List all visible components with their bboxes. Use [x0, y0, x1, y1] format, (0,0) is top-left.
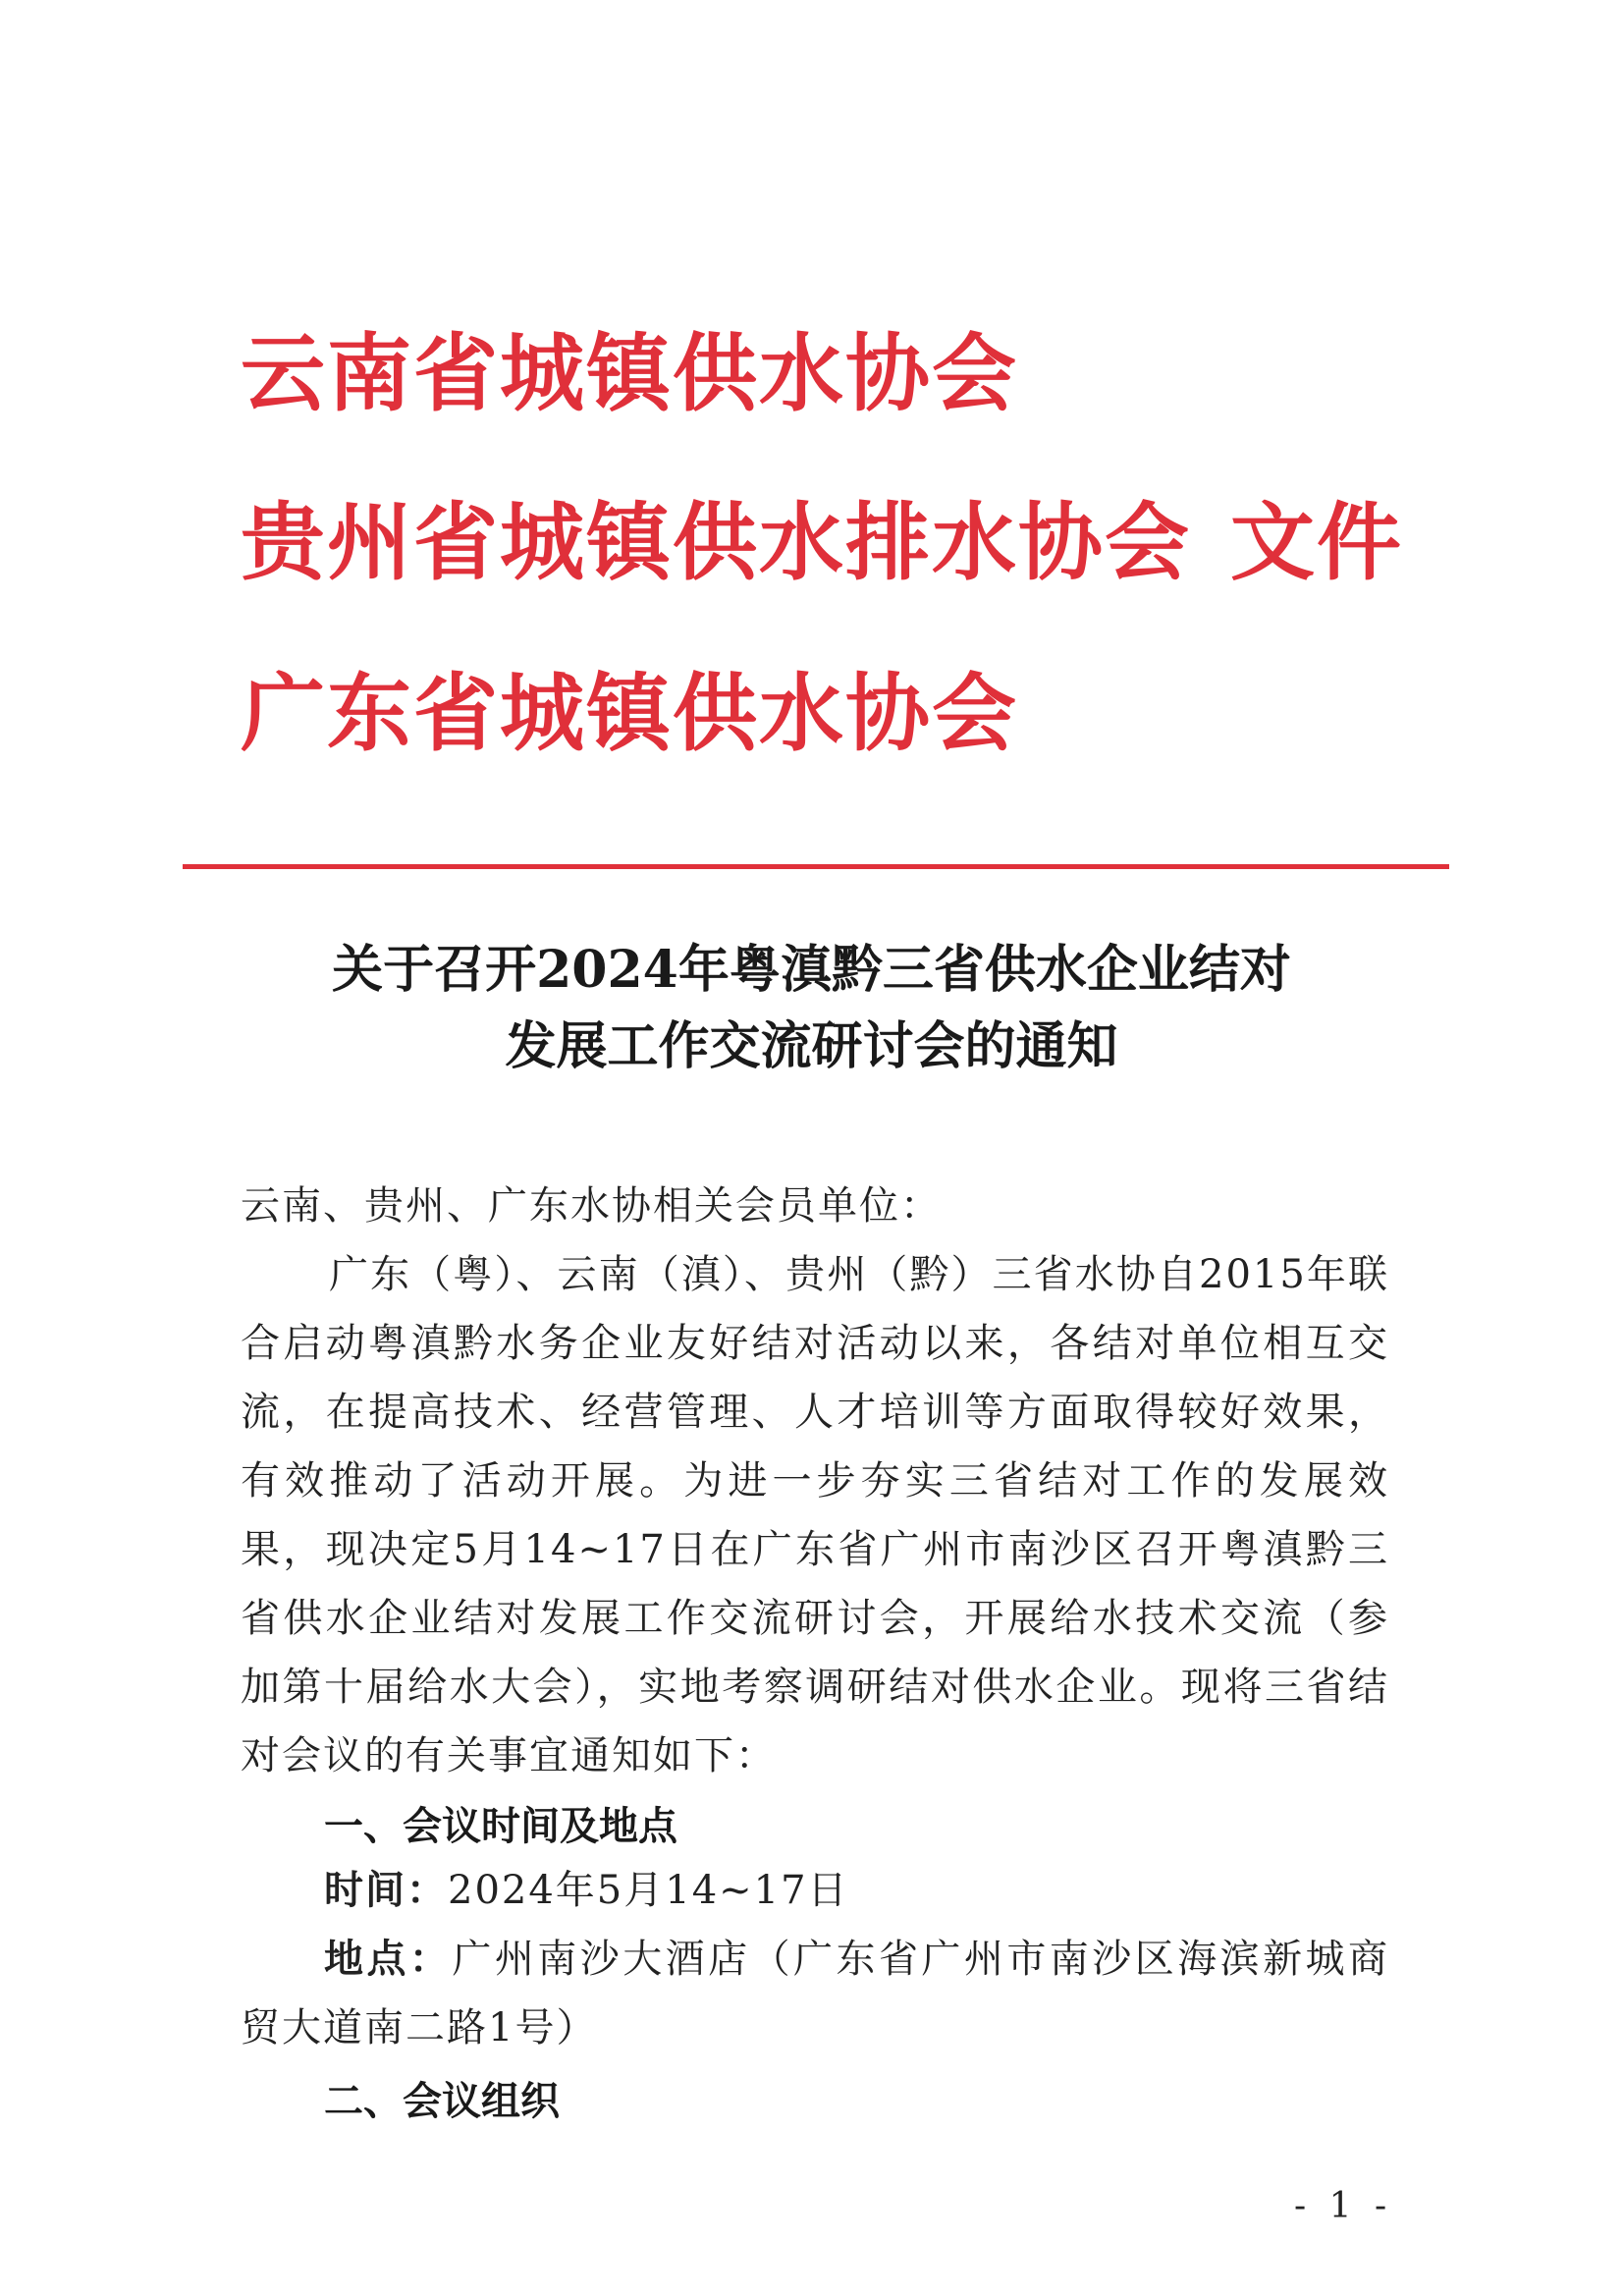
location-label: 地点： [324, 1937, 453, 1982]
section-heading-2: 二、会议组织 [324, 2079, 560, 2124]
body-paragraph: 广东（粤）、云南（滇）、贵州（黔）三省水协自2015年联合启动粤滇黔水务企业友好结对活动以来，各结对单位相互交流，在提高技术、经营管理、人才培训等方面取得较好效果，有效推动了活动开展。为进一步夯实三省结对工作的发展效果，现决定5月14~17日在广东省广州市南沙区召开粤滇黔三省供水企业结对发展工作交流研讨会，开展给水技术交流（参加第十届给水大会），实地考察调研结对供水企业。现将三省结对会议的有关事宜通知如下： [241, 1252, 1389, 1778]
location-value: 广州南沙大酒店（广东省广州市南沙区海滨新城商贸大道南二路1号） [241, 1937, 1389, 2050]
document-title-line-2: 发展工作交流研讨会的通知 [505, 1016, 1118, 1076]
salutation: 云南、贵州、广东水协相关会员单位： [241, 1183, 942, 1229]
page-number: - 1 - [1294, 2186, 1393, 2226]
red-header-divider [183, 864, 1449, 869]
meeting-location [241, 1925, 1389, 2062]
meeting-time [241, 1856, 1389, 1925]
time-label: 时间： [324, 1868, 448, 1913]
document-title-line-1: 关于召开2024年粤滇黔三省供水企业结对 [332, 940, 1291, 1000]
document-type-word: 文件 [1230, 493, 1403, 592]
issuer-guangdong: 广东省城镇供水协会 [241, 664, 1018, 763]
issuer-guizhou-name: 贵州省城镇供水排水协会 [241, 493, 1191, 592]
section-heading-1: 一、会议时间及地点 [324, 1804, 677, 1849]
time-value: 2024年5月14~17日 [448, 1868, 849, 1913]
issuer-guizhou [241, 493, 1403, 592]
issuer-yunnan: 云南省城镇供水协会 [241, 324, 1018, 423]
